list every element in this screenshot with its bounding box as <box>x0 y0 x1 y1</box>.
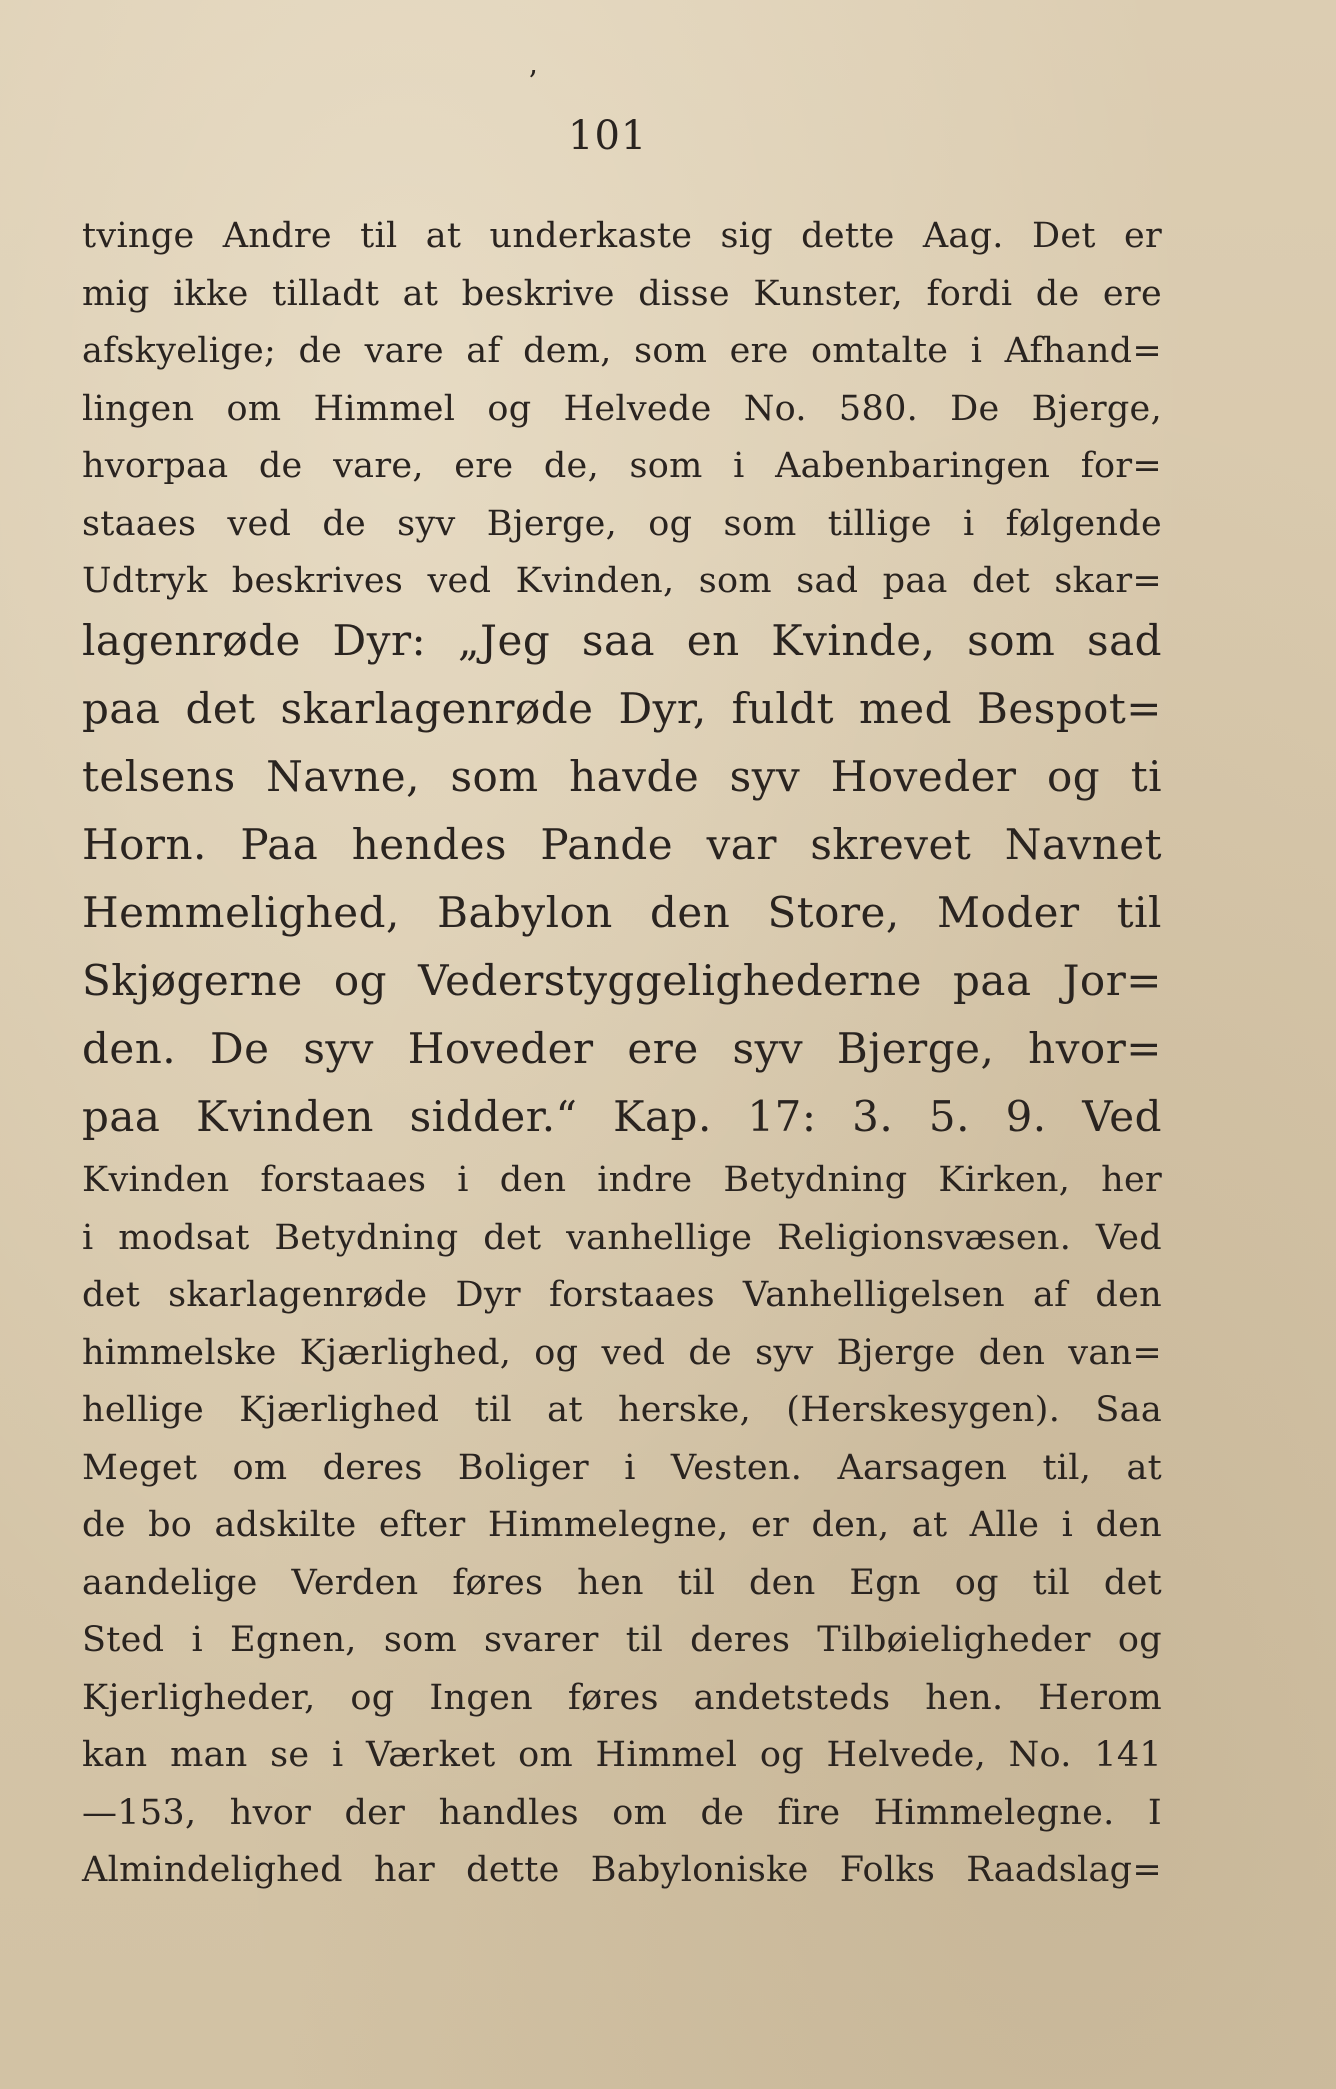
text-line: telsens Navne, som havde syv Hoveder og ti <box>82 752 1162 801</box>
text-line: hvorpaa de vare, ere de, som i Aabenbaringen for= <box>82 446 1162 486</box>
quotation-text <box>82 607 1162 1151</box>
page-number: 101 <box>568 113 648 159</box>
text-line: lingen om Himmel og Helvede No. 580. De Bjerge, <box>82 388 1162 429</box>
text-line: aandelige Verden føres hen til den Egn og til det <box>82 1562 1162 1603</box>
text-line: Hemmelighed, Babylon den Store, Moder til <box>82 888 1162 937</box>
text-line: de bo adskilte efter Himmelegne, er den, at Alle i den <box>82 1505 1162 1545</box>
text-line: Kvinden forstaaes i den indre Betydning Kirken, her <box>82 1160 1162 1200</box>
text-line: i modsat Betydning det vanhellige Religionsvæsen. Ved <box>82 1217 1162 1258</box>
text-line: —153, hvor der handles om de fire Himmelegne. I <box>82 1792 1162 1833</box>
printer-mark: ’ <box>528 65 538 100</box>
text-line: Udtryk beskrives ved Kvinden, som sad paa det skar= <box>82 561 1162 601</box>
text-line: paa Kvinden sidder.“ Kap. 17: 3. 5. 9. Ved <box>82 1092 1162 1141</box>
text-line: staaes ved de syv Bjerge, og som tillige i følgende <box>82 503 1162 544</box>
text-line: mig ikke tilladt at beskrive disse Kunster, fordi de ere <box>82 273 1162 314</box>
text-line: lagenrøde Dyr: „Jeg saa en Kvinde, som sad <box>82 616 1162 665</box>
text-line: paa det skarlagenrøde Dyr, fuldt med Bespot= <box>82 684 1162 733</box>
body-text-part-1 <box>82 208 1162 611</box>
text-line: Meget om deres Boliger i Vesten. Aarsagen til, at <box>82 1447 1162 1488</box>
text-line: Almindelighed har dette Babyloniske Folks Raadslag= <box>82 1850 1162 1890</box>
text-line: hellige Kjærlighed til at herske, (Herskesygen). Saa <box>82 1390 1162 1430</box>
text-line: tvinge Andre til at underkaste sig dette Aag. Det er <box>82 216 1162 256</box>
body-text-part-2 <box>82 1152 1162 1900</box>
text-line: den. De syv Hoveder ere syv Bjerge, hvor= <box>82 1024 1162 1073</box>
text-line: afskyelige; de vare af dem, som ere omtalte i Afhand= <box>82 331 1162 371</box>
text-line: Kjerligheder, og Ingen føres andetsteds hen. Herom <box>82 1677 1162 1718</box>
text-line: himmelske Kjærlighed, og ved de syv Bjerge den van= <box>82 1332 1162 1373</box>
text-line: det skarlagenrøde Dyr forstaaes Vanhelligelsen af den <box>82 1275 1162 1315</box>
text-line: Horn. Paa hendes Pande var skrevet Navnet <box>82 820 1162 869</box>
text-line: Skjøgerne og Vederstyggelighederne paa Jor= <box>82 956 1162 1005</box>
text-line: Sted i Egnen, som svarer til deres Tilbøieligheder og <box>82 1620 1162 1660</box>
text-line: kan man se i Værket om Himmel og Helvede, No. 141 <box>82 1735 1162 1775</box>
